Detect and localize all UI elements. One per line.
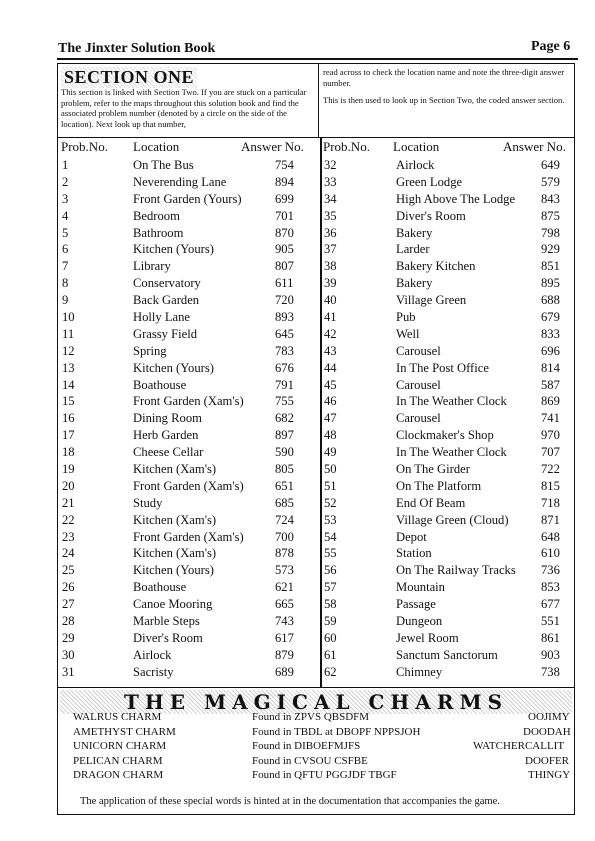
prob-number: 24	[62, 546, 75, 561]
location-name: Kitchen (Yours)	[133, 360, 214, 375]
answer-number: 722	[541, 462, 560, 477]
charms-title: THE MAGICAL CHARMS	[60, 690, 572, 714]
location-name: Spring	[133, 343, 167, 358]
location-name: Cheese Cellar	[133, 445, 204, 460]
location-name: On The Girder	[396, 462, 470, 477]
answer-number: 741	[541, 411, 560, 426]
answer-number: 893	[275, 310, 294, 325]
prob-number: 48	[324, 428, 337, 443]
table-divider	[320, 137, 322, 687]
location-name: Herb Garden	[133, 428, 199, 443]
answer-number: 870	[275, 225, 294, 240]
header-rule	[57, 58, 578, 60]
prob-number: 22	[62, 512, 75, 527]
answer-number: 648	[541, 529, 560, 544]
answer-number: 610	[541, 546, 560, 561]
intro-text-right	[323, 67, 573, 113]
section-heading: SECTION ONE	[61, 67, 197, 88]
charm-found: Found in ZPVS QBSDFM	[252, 711, 370, 723]
prob-number: 39	[324, 276, 337, 291]
answer-number: 895	[541, 276, 560, 291]
location-name: Passage	[396, 597, 436, 612]
answer-number: 701	[275, 208, 294, 223]
location-name: Kitchen (Xam's)	[133, 546, 217, 561]
prob-number: 8	[62, 276, 69, 291]
location-name: Airlock	[396, 158, 435, 172]
prob-number: 52	[324, 495, 337, 510]
prob-number: 35	[324, 208, 337, 223]
location-name: Bakery Kitchen	[396, 259, 476, 274]
location-name: In The Weather Clock	[396, 445, 507, 460]
location-name: Back Garden	[133, 293, 200, 308]
answer-number: 649	[541, 158, 560, 172]
prob-number: 56	[324, 563, 337, 578]
answer-number: 617	[275, 630, 294, 645]
answer-number: 897	[275, 428, 294, 443]
col-header-answer-right: Answer No.	[503, 139, 566, 154]
prob-number: 10	[62, 310, 75, 325]
answer-number: 861	[541, 630, 560, 645]
col-header-prob-left: Prob.No.	[61, 139, 108, 154]
location-name: Village Green (Cloud)	[396, 512, 509, 527]
prob-number: 42	[324, 326, 337, 341]
answer-number: 807	[275, 259, 294, 274]
answer-number: 676	[275, 360, 294, 375]
answer-number: 903	[541, 647, 560, 662]
location-name: On The Bus	[133, 158, 194, 172]
answer-number: 682	[275, 411, 294, 426]
charm-found: Found in QFTU PGGJDF TBGF	[252, 769, 397, 781]
charm-row	[73, 769, 576, 784]
location-name: Clockmaker's Shop	[396, 428, 494, 443]
answer-number: 894	[275, 174, 294, 189]
prob-number: 16	[62, 411, 75, 426]
prob-number: 25	[62, 563, 75, 578]
prob-number: 37	[324, 242, 337, 257]
prob-number: 31	[62, 664, 75, 679]
charm-row	[73, 740, 576, 755]
location-name: Chimney	[396, 664, 443, 679]
prob-number: 27	[62, 597, 75, 612]
location-name: Front Garden (Yours)	[133, 191, 242, 206]
charm-word: DOOFER	[525, 755, 570, 767]
answer-number: 879	[275, 647, 294, 662]
prob-number: 13	[62, 360, 75, 375]
prob-number: 2	[62, 174, 69, 189]
answer-number: 611	[275, 276, 294, 291]
prob-number: 30	[62, 647, 75, 662]
location-name: In The Post Office	[396, 360, 489, 375]
location-name: Carousel	[396, 343, 441, 358]
location-name: Grassy Field	[133, 326, 198, 341]
location-name: High Above The Lodge	[396, 191, 516, 206]
prob-number: 26	[62, 580, 75, 595]
location-name: Village Green	[396, 293, 467, 308]
prob-number: 51	[324, 478, 337, 493]
answer-number: 754	[275, 158, 294, 172]
answer-number: 665	[275, 597, 294, 612]
answer-number: 814	[541, 360, 560, 375]
location-name: Carousel	[396, 377, 441, 392]
prob-number: 46	[324, 394, 337, 409]
location-name: Boathouse	[133, 377, 187, 392]
location-name: Mountain	[396, 580, 445, 595]
location-name: Neverending Lane	[133, 174, 227, 189]
prob-number: 50	[324, 462, 337, 477]
prob-number: 43	[324, 343, 337, 358]
intro-text-right-2: This is then used to look up in Section Two, the coded answer section.	[323, 95, 565, 105]
answer-number: 551	[541, 614, 560, 629]
prob-number: 62	[324, 664, 337, 679]
prob-number: 38	[324, 259, 337, 274]
prob-number: 6	[62, 242, 69, 257]
prob-number: 45	[324, 377, 337, 392]
answer-number: 833	[541, 326, 560, 341]
answer-number: 699	[275, 191, 294, 206]
prob-number: 44	[324, 360, 337, 375]
answer-number: 707	[541, 445, 560, 460]
location-name: Bakery	[396, 276, 433, 291]
prob-number: 57	[324, 580, 337, 595]
prob-number: 41	[324, 310, 337, 325]
intro-divider	[318, 64, 319, 137]
prob-number: 55	[324, 546, 337, 561]
prob-number: 12	[62, 343, 75, 358]
location-name: Diver's Room	[133, 630, 203, 645]
answer-number: 871	[541, 512, 560, 527]
location-name: Sacristy	[133, 664, 174, 679]
intro-text-left: This section is linked with Section Two. If you are stuck on a particular problem, refer to the maps throughout this solution book and find the associated problem number (denoted by a circle on the side of the location). Next look up that number,	[61, 87, 307, 129]
prob-number: 53	[324, 512, 337, 527]
prob-number: 9	[62, 293, 69, 308]
location-name: Green Lodge	[396, 174, 463, 189]
charm-row	[73, 726, 576, 741]
page-number: Page 6	[531, 39, 571, 54]
charm-word: DOODAH	[523, 726, 571, 738]
answer-number: 718	[541, 495, 560, 510]
answer-number: 798	[541, 225, 560, 240]
prob-number: 4	[62, 208, 69, 223]
location-name: Marble Steps	[133, 614, 200, 629]
location-name: Dining Room	[133, 411, 202, 426]
charm-name: UNICORN CHARM	[73, 740, 167, 752]
prob-number: 7	[62, 259, 69, 274]
prob-number: 49	[324, 445, 337, 460]
location-name: Depot	[396, 529, 427, 544]
prob-number: 60	[324, 630, 337, 645]
prob-number: 59	[324, 614, 337, 629]
answer-number: 573	[275, 563, 294, 578]
location-name: Canoe Mooring	[133, 597, 213, 612]
location-name: In The Weather Clock	[396, 394, 507, 409]
book-title: The Jinxter Solution Book	[58, 41, 216, 56]
location-name: Kitchen (Yours)	[133, 242, 214, 257]
prob-number: 21	[62, 495, 75, 510]
col-header-answer-left: Answer No.	[241, 139, 304, 154]
location-name: Bathroom	[133, 225, 184, 240]
prob-number: 28	[62, 614, 75, 629]
location-name: Airlock	[133, 647, 172, 662]
prob-number: 1	[62, 158, 69, 172]
location-name: End Of Beam	[396, 495, 466, 510]
answer-number: 905	[275, 242, 294, 257]
prob-number: 23	[62, 529, 75, 544]
location-name: Station	[396, 546, 432, 561]
answer-number: 805	[275, 462, 294, 477]
col-header-location-right: Location	[393, 139, 440, 154]
answer-number: 696	[541, 343, 560, 358]
answer-number: 724	[275, 512, 294, 527]
answer-number: 783	[275, 343, 294, 358]
location-name: Pub	[396, 310, 416, 325]
prob-number: 36	[324, 225, 337, 240]
prob-number: 58	[324, 597, 337, 612]
prob-number: 20	[62, 478, 75, 493]
col-header-location-left: Location	[133, 139, 180, 154]
answer-number: 720	[275, 293, 294, 308]
answer-number: 851	[541, 259, 560, 274]
answer-number: 843	[541, 191, 560, 206]
charm-name: AMETHYST CHARM	[73, 726, 176, 738]
answer-number: 590	[275, 445, 294, 460]
location-name: Diver's Room	[396, 208, 466, 223]
answer-number: 815	[541, 478, 560, 493]
location-name: On The Platform	[396, 478, 482, 493]
charm-name: WALRUS CHARM	[73, 711, 162, 723]
prob-number: 61	[324, 647, 337, 662]
answer-number: 738	[541, 664, 560, 679]
answer-number: 929	[541, 242, 560, 257]
answer-number: 755	[275, 394, 294, 409]
answer-number: 579	[541, 174, 560, 189]
prob-number: 14	[62, 377, 75, 392]
location-name: Front Garden (Xam's)	[133, 394, 244, 409]
charm-word: THINGY	[528, 769, 571, 781]
charm-word: WATCHERCALLIT	[473, 740, 565, 752]
answer-number: 736	[541, 563, 560, 578]
charm-name: DRAGON CHARM	[73, 769, 164, 781]
answer-number: 743	[275, 614, 294, 629]
prob-number: 32	[324, 158, 337, 172]
prob-number: 33	[324, 174, 337, 189]
prob-number: 29	[62, 630, 75, 645]
answer-number: 688	[541, 293, 560, 308]
location-name: Kitchen (Xam's)	[133, 512, 217, 527]
prob-number: 5	[62, 225, 69, 240]
location-name: Carousel	[396, 411, 441, 426]
answer-number: 791	[275, 377, 294, 392]
intro-text-right-1: read across to check the location name and note the three-digit answer number.	[323, 67, 565, 88]
location-name: Front Garden (Xam's)	[133, 478, 244, 493]
charm-found: Found in TBDL at DBOPF NPPSJOH	[252, 726, 421, 738]
location-name: Holly Lane	[133, 310, 191, 325]
prob-number: 34	[324, 191, 337, 206]
answer-number: 679	[541, 310, 560, 325]
location-name: Library	[133, 259, 171, 274]
location-name: Bedroom	[133, 208, 180, 223]
location-name: Bakery	[396, 225, 433, 240]
location-name: Sanctum Sanctorum	[396, 647, 498, 662]
answer-number: 651	[275, 478, 294, 493]
prob-number: 47	[324, 411, 337, 426]
prob-number: 40	[324, 293, 337, 308]
answer-number: 645	[275, 326, 294, 341]
location-name: Kitchen (Xam's)	[133, 462, 217, 477]
answer-number: 689	[275, 664, 294, 679]
answer-number: 869	[541, 394, 560, 409]
prob-number: 19	[62, 462, 75, 477]
location-name: Larder	[396, 242, 430, 257]
location-name: Boathouse	[133, 580, 187, 595]
charm-found: Found in DIBOEFMJFS	[252, 740, 361, 752]
charm-word: OOJIMY	[528, 711, 570, 723]
answer-number: 685	[275, 495, 294, 510]
prob-number: 3	[62, 191, 69, 206]
prob-number: 15	[62, 394, 75, 409]
location-name: Front Garden (Xam's)	[133, 529, 244, 544]
location-name: Jewel Room	[396, 630, 459, 645]
location-name: On The Railway Tracks	[396, 563, 516, 578]
location-name: Kitchen (Yours)	[133, 563, 214, 578]
answer-number: 677	[541, 597, 560, 612]
answer-number: 875	[541, 208, 560, 223]
answer-number: 587	[541, 377, 560, 392]
location-name: Conservatory	[133, 276, 201, 291]
location-name: Well	[396, 326, 420, 341]
prob-number: 18	[62, 445, 75, 460]
charm-found: Found in CVSOU CSFBE	[252, 755, 368, 767]
answer-number: 853	[541, 580, 560, 595]
prob-number: 17	[62, 428, 75, 443]
charms-footnote: The application of these special words is hinted at in the documentation that accompanies the game.	[80, 796, 500, 807]
col-header-prob-right: Prob.No.	[323, 139, 370, 154]
answer-number: 878	[275, 546, 294, 561]
answer-number: 621	[275, 580, 294, 595]
answer-number: 700	[275, 529, 294, 544]
prob-number: 11	[62, 326, 75, 341]
prob-number: 54	[324, 529, 337, 544]
charm-row	[73, 755, 576, 770]
charm-row	[73, 711, 576, 726]
answer-number: 970	[541, 428, 560, 443]
location-name: Study	[133, 495, 163, 510]
charm-name: PELICAN CHARM	[73, 755, 163, 767]
location-name: Dungeon	[396, 614, 443, 629]
intro-separator	[58, 137, 574, 138]
